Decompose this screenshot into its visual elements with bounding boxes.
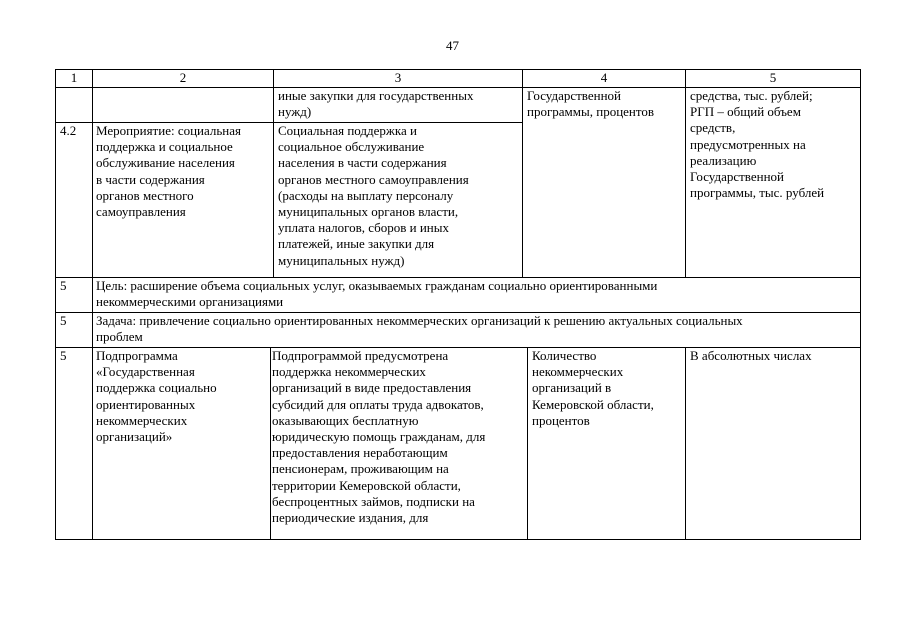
table-cell: Количество некоммерческих организаций в Кемеровской области, процентов — [532, 348, 654, 428]
table-cell: Социальная поддержка и социальное обслуживание населения в части содержания органов местного самоуправления (расходы на выплату персоналу муниципальных органов власти, уплата налогов, сборов и иных платежей, иные закупки для муниципальных нужд) — [278, 123, 469, 268]
table-border — [860, 69, 861, 540]
table-border — [270, 347, 271, 540]
page-number: 47 — [446, 38, 459, 53]
header-cell: 3 — [394, 70, 402, 85]
table-border — [92, 69, 93, 540]
table-border — [527, 347, 528, 540]
header-cell: 5 — [769, 70, 777, 85]
row-number: 5 — [60, 348, 67, 363]
table-cell: Мероприятие: социальная поддержка и социальное обслуживание населения в части содержания органов местного самоуправления — [96, 123, 242, 220]
header-cell: 1 — [70, 70, 78, 85]
table-cell: Государственной программы, процентов — [527, 88, 655, 120]
row-number: 5 — [60, 313, 67, 328]
table-cell: средства, тыс. рублей; РГП – общий объем средств, предусмотренных на реализацию Государственной программы, тыс. рублей — [690, 88, 825, 201]
table-cell: иные закупки для государственных нужд) — [278, 88, 474, 120]
task-text: Задача: привлечение социально ориентированных некоммерческих организаций к решению актуальных социальных проблем — [96, 313, 743, 345]
goal-text: Цель: расширение объема социальных услуг, оказываемых гражданам социально ориентированными некоммерческими организациями — [96, 278, 658, 310]
table-border — [685, 69, 686, 277]
header-cell: 4 — [600, 70, 608, 85]
table-border — [273, 69, 274, 277]
table-cell: Подпрограммой предусмотрена поддержка некоммерческих организаций в виде предоставления субсидий для оплаты труда адвокатов, оказывающих бесплатную юридическую помощь гражданам, для предоставления неработающим пенсионерам, проживающим на территории Кемеровской области, беспроцентных займов, подписки на периодические издания, для — [272, 348, 486, 526]
table-cell: Подпрограмма «Государственная поддержка социально ориентированных некоммерческих организаций» — [96, 348, 217, 445]
table-cell: В абсолютных числах — [690, 348, 812, 363]
header-cell: 2 — [179, 70, 187, 85]
row-number: 4.2 — [60, 123, 77, 138]
row-number: 5 — [60, 278, 67, 293]
table-border — [55, 539, 861, 540]
table-border — [55, 69, 56, 540]
table-border — [685, 347, 686, 540]
table-border — [522, 69, 523, 277]
